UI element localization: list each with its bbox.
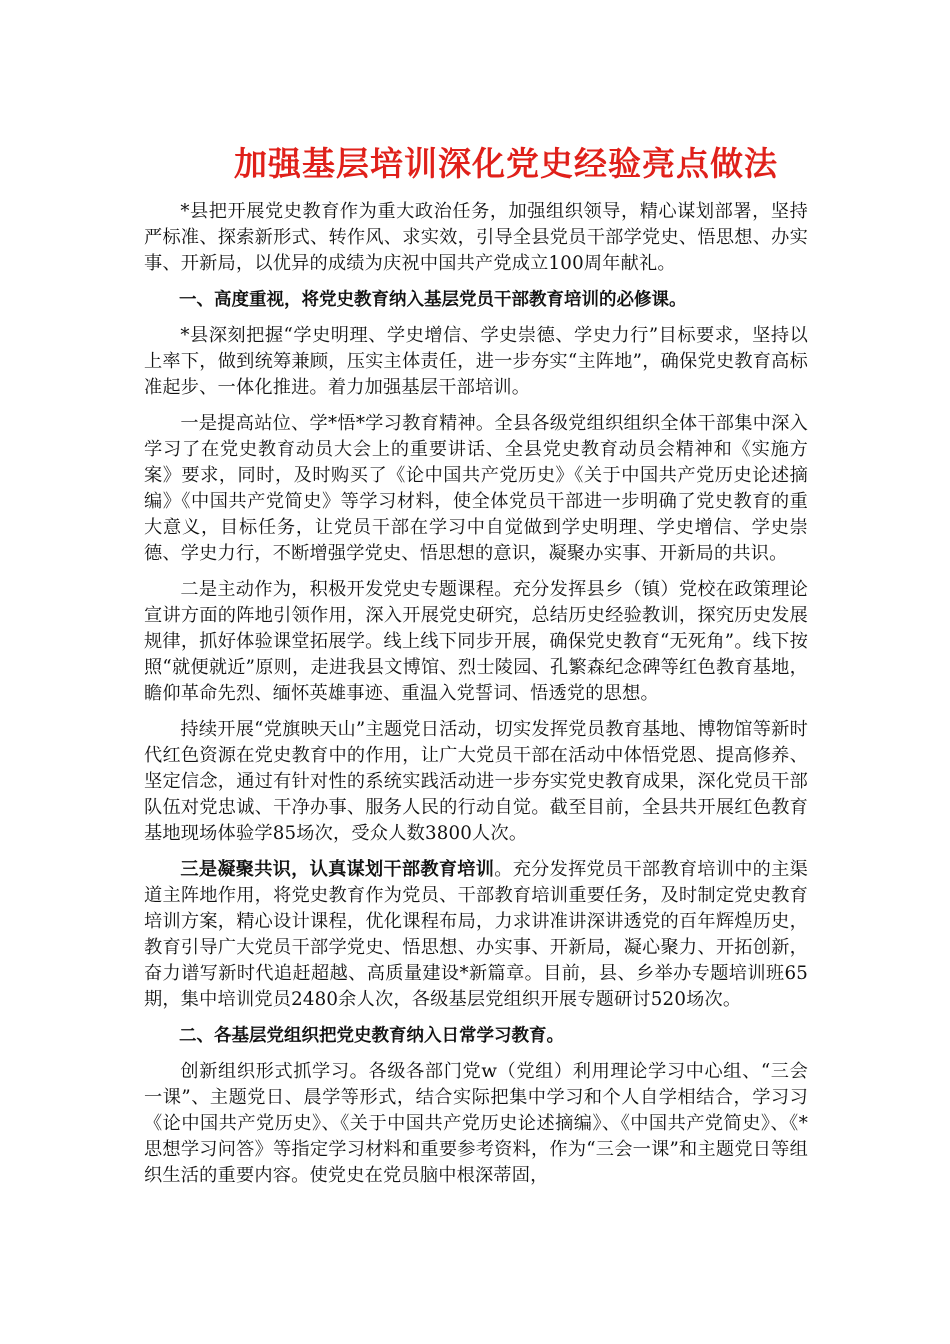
section-1-paragraph-3: 二是主动作为，积极开发党史专题课程。充分发挥县乡（镇）党校在政策理论宣讲方面的阵地引领作用，深入开展党史研究，总结历史经验教训，探究历史发展规律，抓好体验课堂拓展学。线上线下同步开展，确保党史教育“无死角”。线下按照“就便就近”原则，走进我县文博馆、烈士陵园、孔繁森纪念碑等红色教育基地，瞻仰革命先烈、缅怀英雄事迹、重温入党誓词、悟透党的思想。: [144, 579, 808, 704]
paragraph-lead-phrase: 三是凝聚共识，认真谋划干部教育培训: [180, 859, 495, 880]
paragraph-body-text: 。充分发挥党员干部教育培训中的主渠道主阵地作用，将党史教育作为党员、干部教育培训重要任务，及时制定党史教育培训方案，精心设计课程，优化课程布局，力求讲准讲深讲透党的百年辉煌历史，教育引导广大党员干部学党史、悟思想、办实事、开新局，凝心聚力、开拓创新，奋力谱写新时代追赶超越、高质量建设*新篇章。目前，县、乡举办专题培训班65期，集中培训党员2480余人次，各级基层党组织开展专题研讨520场次。: [144, 859, 808, 1010]
section-1-paragraph-2: 一是提高站位、学*悟*学习教育精神。全县各级党组织组织全体干部集中深入学习了在党史教育动员大会上的重要讲话、全县党史教育动员会精神和《实施方案》要求，同时，及时购买了《论中国共产党历史》《关于中国共产党历史论述摘编》《中国共产党简史》等学习材料，使全体党员干部进一步明确了党史教育的重大意义，目标任务，让党员干部在学习中自觉做到学史明理、学史增信、学史崇德、学史力行，不断增强学党史、悟思想的意识，凝聚办实事、开新局的共识。: [144, 413, 808, 564]
intro-paragraph: *县把开展党史教育作为重大政治任务，加强组织领导，精心谋划部署，坚持严标准、探索新形式、转作风、求实效，引导全县党员干部学党史、悟思想、办实事、开新局，以优异的成绩为庆祝中国共产党成立100周年献礼。: [144, 201, 808, 274]
document-title: 加强基层培训深化党史经验亮点做法: [234, 144, 778, 183]
section-1-paragraph-5: [144, 857, 808, 1013]
document-body: [144, 138, 808, 1199]
section-1-paragraph-4: 持续开展“党旗映天山”主题党日活动，切实发挥党员教育基地、博物馆等新时代红色资源在党史教育中的作用，让广大党员干部在活动中体悟党恩、提高修养、坚定信念，通过有针对性的系统实践活动进一步夯实党史教育成果，深化党员干部队伍对党忠诚、干净办事、服务人民的行动自觉。截至目前，全县共开展红色教育基地现场体验学85场次，受众人数3800人次。: [144, 719, 808, 844]
section-2-heading: 二、各基层党组织把党史教育纳入日常学习教育。: [179, 1026, 564, 1046]
section-1-heading: 一、高度重视，将党史教育纳入基层党员干部教育培训的必修课。: [179, 290, 687, 310]
section-1-paragraph-1: *县深刻把握“学史明理、学史增信、学史崇德、学史力行”目标要求，坚持以上率下，做到统筹兼顾，压实主体责任，进一步夯实“主阵地”，确保党史教育高标准起步、一体化推进。着力加强基层干部培训。: [144, 325, 808, 398]
section-2-paragraph-1: 创新组织形式抓学习。各级各部门党w（党组）利用理论学习中心组、“三会一课”、主题党日、晨学等形式，结合实际把集中学习和个人自学相结合，学习习《论中国共产党历史》、《关于中国共产党历史论述摘编》、《中国共产党简史》、《*思想学习问答》等指定学习材料和重要参考资料，作为“三会一课”和主题党日等组织生活的重要内容。使党史在党员脑中根深蒂固，: [144, 1061, 808, 1186]
